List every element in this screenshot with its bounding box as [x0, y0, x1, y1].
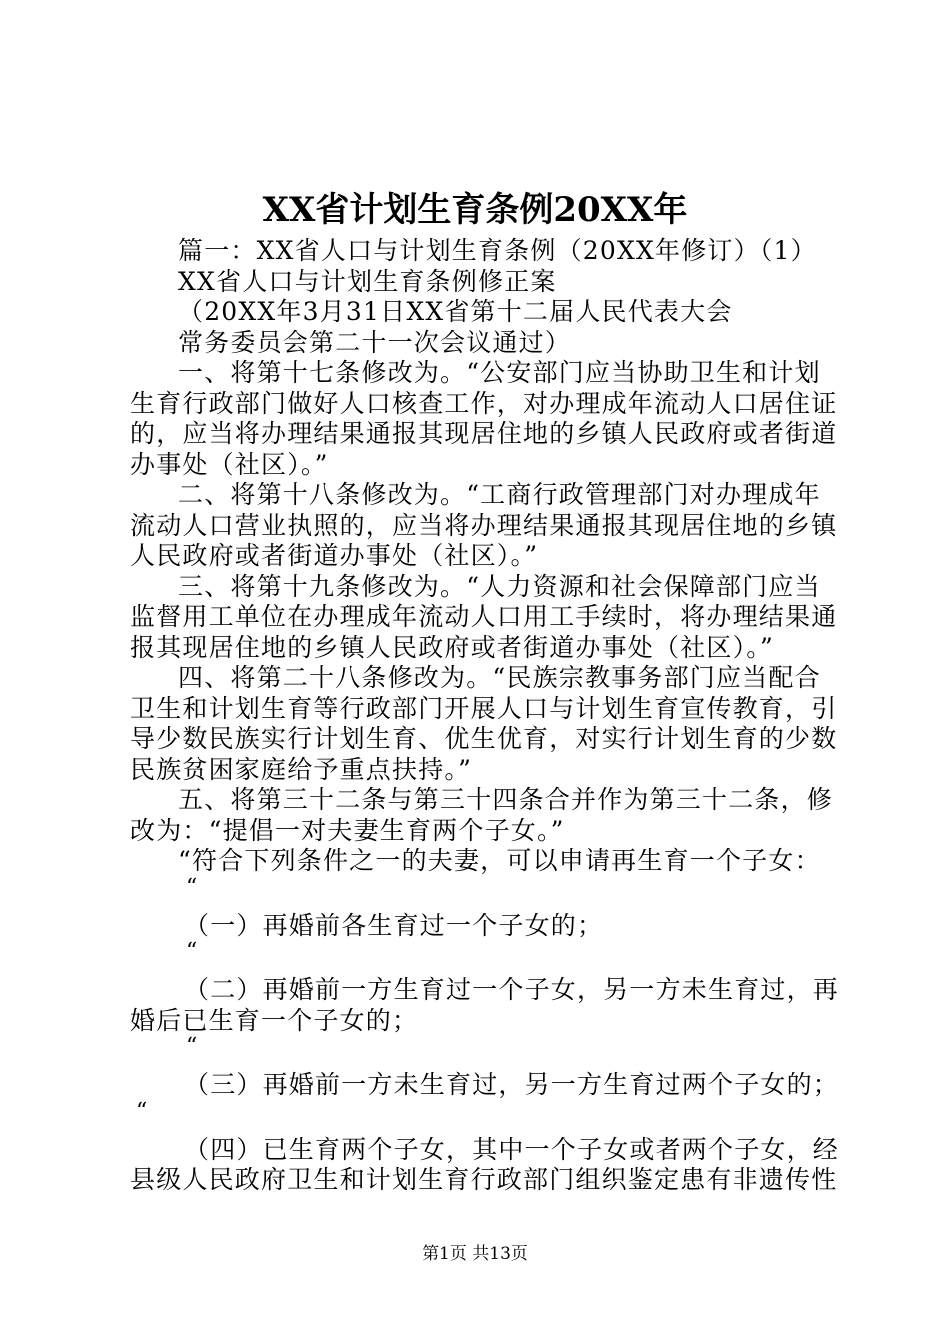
text-line: 导少数民族实行计划生育、优生优育，对实行计划生育的少数 [130, 724, 838, 753]
text-line: （二）再婚前一方生育过一个子女，另一方未生育过，再 [184, 975, 840, 1004]
text-line: 民族贫困家庭给予重点扶持。” [130, 754, 473, 784]
document-body [130, 236, 840, 1196]
text-line: （四）已生育两个子女，其中一个子女或者两个子女，经 [184, 1134, 840, 1164]
text-line: 报其现居住地的乡镇人民政府或者街道办事处（社区）。” [130, 632, 774, 662]
text-line: 五、将第三十二条与第三十四条合并作为第三十二条，修 [178, 785, 834, 814]
text-line: 一、将第十七条修改为。“公安部门应当协助卫生和计划 [178, 358, 821, 387]
text-line: （一）再婚前各生育过一个子女的； [184, 910, 604, 940]
text-line: 四、将第二十八条修改为。“民族宗教事务部门应当配合 [178, 663, 821, 692]
quote-mark: “ [136, 1098, 149, 1124]
text-line: 办事处（社区）。” [130, 449, 329, 479]
text-line: 人民政府或者街道办事处（社区）。” [130, 541, 539, 570]
text-line: 卫生和计划生育等行政部门开展人口与计划生育宣传教育，引 [130, 693, 838, 723]
text-line: 三、将第十九条修改为。“人力资源和社会保障部门应当 [178, 571, 821, 601]
text-line: （20XX年3月31日XX省第十二届人民代表大会 [178, 297, 733, 326]
text-line: 常务委员会第二十一次会议通过） [178, 327, 572, 357]
text-line: 生育行政部门做好人口核查工作，对办理成年流动人口居住证 [130, 388, 838, 418]
quote-mark: “ [186, 1034, 199, 1059]
quote-mark: “ [186, 874, 199, 900]
text-line: 改为：“提倡一对夫妻生育两个子女。” [130, 815, 565, 845]
text-line: XX省人口与计划生育条例修正案 [178, 266, 557, 296]
text-line: 监督用工单位在办理成年流动人口用工手续时，将办理结果通 [130, 602, 838, 631]
text-line: 篇一：XX省人口与计划生育条例（20XX年修订）（1） [178, 236, 817, 265]
document-title: XX省计划生育条例20XX年 [262, 190, 688, 230]
text-line: 二、将第十八条修改为。“工商行政管理部门对办理成年 [178, 480, 821, 509]
text-line: 流动人口营业执照的，应当将办理结果通报其现居住地的乡镇 [130, 510, 838, 540]
page-number: 第1页 共13页 [422, 1244, 528, 1264]
text-line: 县级人民政府卫生和计划生育行政部门组织鉴定患有非遗传性 [130, 1165, 838, 1194]
text-line: “符合下列条件之一的夫妻，可以申请再生育一个子女： [178, 846, 821, 875]
quote-mark: “ [186, 939, 199, 964]
text-line: 婚后已生育一个子女的； [130, 1005, 419, 1035]
text-line: 的，应当将办理结果通报其现居住地的乡镇人民政府或者街道 [130, 419, 838, 448]
text-line: （三）再婚前一方未生育过，另一方生育过两个子女的； [184, 1070, 840, 1099]
